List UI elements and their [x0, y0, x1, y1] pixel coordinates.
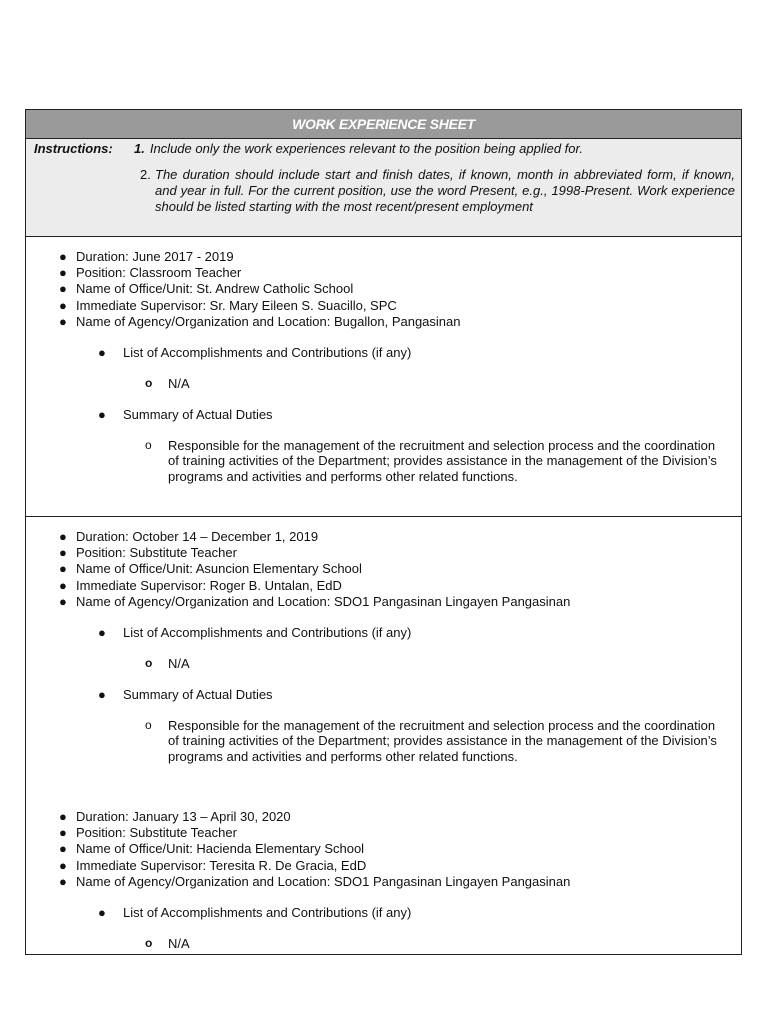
bullet-icon: ● — [98, 686, 106, 702]
duties-label: Summary of Actual Duties — [123, 406, 273, 422]
bullet-icon: ● — [59, 593, 67, 609]
accomplishments-label: List of Accomplishments and Contributions (if any) — [123, 345, 412, 361]
supervisor-item — [59, 577, 741, 594]
accomplishments-item — [26, 656, 741, 672]
experience-entry — [26, 799, 741, 952]
bullet-icon: ● — [59, 825, 67, 841]
accomplishments-item — [26, 936, 741, 952]
duration-text: Duration: October 14 – December 1, 2019 — [76, 529, 319, 544]
entry-fields — [26, 809, 741, 890]
accomplishments-item — [26, 376, 741, 392]
bullet-icon: ● — [59, 281, 67, 297]
circle-bullet-icon: o — [145, 936, 153, 951]
office-item — [59, 281, 741, 297]
duties-heading — [26, 687, 741, 703]
supervisor-text: Immediate Supervisor: Sr. Mary Eileen S. Suacillo, SPC — [76, 297, 397, 313]
bullet-icon: ● — [59, 313, 67, 329]
instruction-1-number: 1. — [134, 141, 145, 156]
bullet-icon: ● — [98, 406, 106, 422]
supervisor-text: Immediate Supervisor: Teresita R. De Gracia, EdD — [76, 857, 367, 873]
accomplishments-label: List of Accomplishments and Contributions (if any) — [123, 625, 412, 641]
duties-text: Responsible for the management of the recruitment and selection process and the coordination of training activities of the Department; provides assistance in the management of the Division’s programs and activities and performs other related functions. — [168, 437, 717, 484]
duration-text: Duration: June 2017 - 2019 — [76, 249, 234, 264]
agency-text: Name of Agency/Organization and Location: SDO1 Pangasinan Lingayen Pangasinan — [76, 873, 571, 889]
accomplishments-text: N/A — [168, 376, 190, 392]
bullet-icon: ● — [98, 625, 106, 641]
bullet-icon: ● — [59, 809, 67, 824]
bullet-icon: ● — [98, 905, 106, 921]
duties-item — [26, 438, 741, 485]
position-text: Position: Substitute Teacher — [76, 545, 237, 561]
bullet-icon: ● — [59, 545, 67, 561]
agency-text: Name of Agency/Organization and Location: SDO1 Pangasinan Lingayen Pangasinan — [76, 593, 571, 609]
supervisor-item — [59, 857, 741, 874]
bullet-icon: ● — [59, 529, 67, 544]
entry-fields — [26, 529, 741, 610]
instructions-label: Instructions: — [34, 141, 113, 156]
circle-bullet-icon: o — [145, 717, 152, 732]
experience-entry — [26, 517, 741, 799]
instruction-2-number: 2. — [140, 167, 151, 182]
bullet-icon: ● — [59, 577, 67, 593]
agency-text: Name of Agency/Organization and Location: Bugallon, Pangasinan — [76, 313, 461, 329]
circle-bullet-icon: o — [145, 376, 153, 391]
position-text: Position: Classroom Teacher — [76, 265, 242, 281]
position-item — [59, 545, 741, 561]
duties-label: Summary of Actual Duties — [123, 686, 273, 702]
circle-bullet-icon: o — [145, 656, 153, 671]
duties-heading — [26, 407, 741, 423]
duration-item — [59, 249, 741, 265]
office-text: Name of Office/Unit: Asuncion Elementary School — [76, 561, 362, 577]
office-item — [59, 561, 741, 577]
agency-item — [59, 593, 741, 610]
accomplishments-text: N/A — [168, 936, 190, 952]
position-item — [59, 265, 741, 281]
office-text: Name of Office/Unit: Hacienda Elementary School — [76, 841, 365, 857]
bullet-icon: ● — [59, 265, 67, 281]
duration-text: Duration: January 13 – April 30, 2020 — [76, 809, 291, 824]
duration-item — [59, 529, 741, 545]
accomplishments-label: List of Accomplishments and Contributions (if any) — [123, 905, 412, 921]
instruction-1 — [34, 141, 735, 157]
duties-text: Responsible for the management of the recruitment and selection process and the coordination of training activities of the Department; provides assistance in the management of the Division’s programs and activities and performs other related functions. — [168, 717, 717, 764]
duties-item — [26, 718, 741, 765]
instruction-2-text: The duration should include start and finish dates, if known, month in abbreviated form, if known, and year in full. For the current position, use the word Present, e.g., 1998-Present. Work experience should be listed starting with the most recent/present employment — [155, 167, 735, 214]
sheet-title: WORK EXPERIENCE SHEET — [26, 110, 741, 139]
entry-fields — [26, 249, 741, 330]
supervisor-item — [59, 297, 741, 314]
accomplishments-heading — [26, 905, 741, 921]
bullet-icon: ● — [59, 841, 67, 857]
instruction-1-text: Include only the work experiences relevant to the position being applied for. — [149, 141, 583, 156]
bullet-icon: ● — [59, 561, 67, 577]
bullet-icon: ● — [59, 249, 67, 264]
accomplishments-heading — [26, 345, 741, 361]
duration-item — [59, 809, 741, 825]
work-experience-sheet — [25, 109, 742, 955]
bullet-icon: ● — [59, 297, 67, 313]
supervisor-text: Immediate Supervisor: Roger B. Untalan, EdD — [76, 577, 342, 593]
position-item — [59, 825, 741, 841]
bullet-icon: ● — [59, 873, 67, 889]
agency-item — [59, 873, 741, 890]
instruction-2 — [140, 167, 735, 215]
agency-item — [59, 313, 741, 330]
accomplishments-heading — [26, 625, 741, 641]
position-text: Position: Substitute Teacher — [76, 825, 237, 841]
office-text: Name of Office/Unit: St. Andrew Catholic School — [76, 281, 354, 297]
instructions-block — [26, 139, 741, 237]
experience-entry — [26, 237, 741, 517]
office-item — [59, 841, 741, 857]
bullet-icon: ● — [59, 857, 67, 873]
accomplishments-text: N/A — [168, 656, 190, 672]
bullet-icon: ● — [98, 345, 106, 361]
circle-bullet-icon: o — [145, 437, 152, 452]
